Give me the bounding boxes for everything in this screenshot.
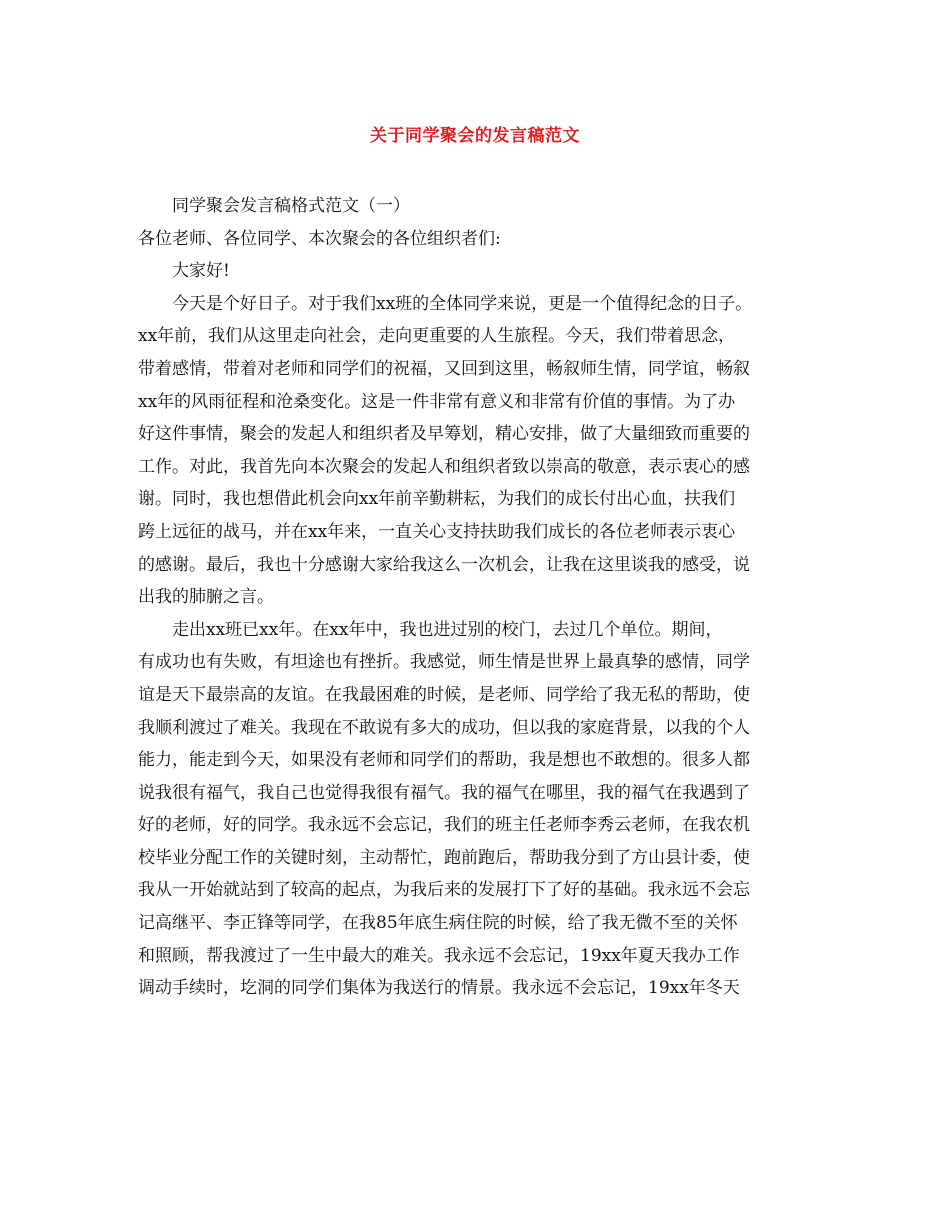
- body-line: 调动手续时，圪洞的同学们集体为我送行的情景。我永远不会忘记，19xx年冬天: [138, 978, 740, 999]
- body-line: 走出xx班已xx年。在xx年中，我也进过别的校门，去过几个单位。期间，: [172, 619, 723, 640]
- body-line: 有成功也有失败，有坦途也有挫折。我感觉，师生情是世界上最真挚的感情，同学: [138, 652, 750, 673]
- body-line: 今天是个好日子。对于我们xx班的全体同学来说，更是一个值得纪念的日子。: [172, 293, 753, 314]
- body-line: 我从一开始就站到了较高的起点，为我后来的发展打下了好的基础。我永远不会忘: [138, 880, 750, 901]
- body-line: xx年的风雨征程和沧桑变化。这是一件非常有意义和非常有价值的事情。为了办: [138, 391, 736, 412]
- body-line: 大家好!: [172, 261, 230, 282]
- body-line: 能力，能走到今天，如果没有老师和同学们的帮助，我是想也不敢想的。很多人都: [138, 750, 750, 771]
- body-line: 跨上远征的战马，并在xx年来，一直关心支持扶助我们成长的各位老师表示衷心: [138, 521, 736, 542]
- body-line: 说我很有福气，我自己也觉得我很有福气。我的福气在哪里，我的福气在我遇到了: [138, 782, 750, 803]
- body-line: 好这件事情，聚会的发起人和组织者及早筹划，精心安排，做了大量细致而重要的: [138, 424, 750, 445]
- body-line: 校毕业分配工作的关键时刻，主动帮忙，跑前跑后，帮助我分到了方山县计委，使: [138, 847, 750, 868]
- body-line: 谢。同时，我也想借此机会向xx年前辛勤耕耘，为我们的成长付出心血，扶我们: [138, 489, 736, 510]
- document-title: 关于同学聚会的发言稿范文: [370, 126, 580, 146]
- body-line: xx年前，我们从这里走向社会，走向更重要的人生旅程。今天，我们带着思念，: [138, 326, 736, 347]
- body-line: 记高继平、李正锋等同学，在我85年底生病住院的时候，给了我无微不至的关怀: [138, 913, 738, 934]
- body-line: 和照顾，帮我渡过了一生中最大的难关。我永远不会忘记，19xx年夏天我办工作: [138, 945, 740, 966]
- body-line: 各位老师、各位同学、本次聚会的各位组织者们:: [138, 228, 501, 249]
- body-line: 同学聚会发言稿格式范文（一）: [172, 196, 410, 216]
- body-line: 的感谢。最后，我也十分感谢大家给我这么一次机会，让我在这里谈我的感受，说: [138, 554, 750, 575]
- body-line: 我顺利渡过了难关。我现在不敢说有多大的成功，但以我的家庭背景，以我的个人: [138, 717, 750, 738]
- body-line: 工作。对此，我首先向本次聚会的发起人和组织者致以崇高的敬意，表示衷心的感: [138, 456, 750, 477]
- body-line: 带着感情，带着对老师和同学们的祝福，又回到这里，畅叙师生情，同学谊，畅叙: [138, 358, 750, 379]
- body-line: 出我的肺腑之言。: [138, 587, 274, 608]
- body-line: 好的老师，好的同学。我永远不会忘记，我们的班主任老师李秀云老师，在我农机: [138, 815, 750, 836]
- document-body: [138, 190, 828, 1005]
- body-line: 谊是天下最崇高的友谊。在我最困难的时候，是老师、同学给了我无私的帮助，使: [138, 684, 750, 705]
